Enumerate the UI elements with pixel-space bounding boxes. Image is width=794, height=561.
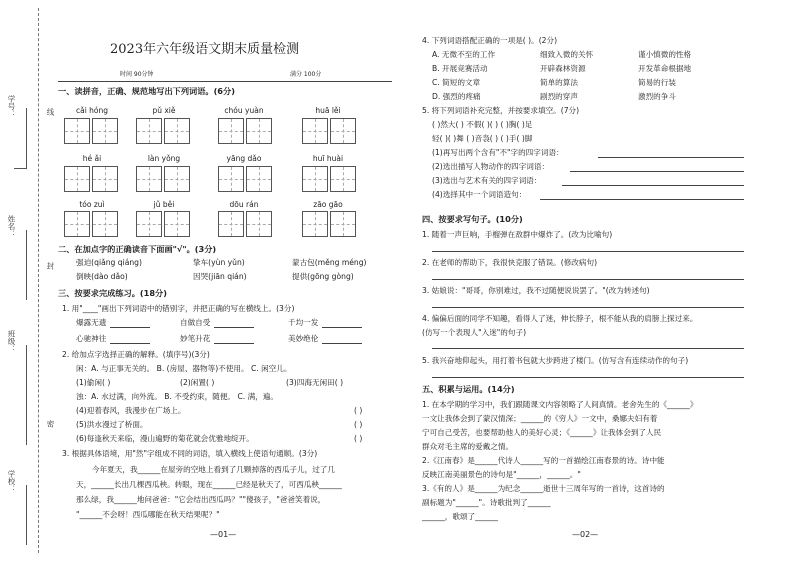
accumulation-line-5[interactable]: 2.《江南春》是______代诗人______写的一首描绘江南春景的诗。诗中能 [422, 456, 665, 465]
class-line[interactable] [14, 345, 27, 445]
time-label: 时间 90分钟 [120, 71, 154, 78]
q3-2-def-a: 闲：A. 与正事无关的。 B. (房屋、器物等)不使用。 C. 闲空儿。 [76, 364, 292, 373]
write-box-6[interactable] [136, 166, 192, 192]
pronunciation-item-1[interactable]: 强迫(qiǎng qiáng) [76, 258, 142, 267]
pinyin-10: jǔ běi [153, 200, 175, 209]
write-box-1[interactable] [64, 118, 120, 144]
typo-answer-1[interactable] [110, 327, 150, 328]
pinyin-4: huā lěi [315, 106, 341, 115]
q4-option-a-1[interactable]: A. 无微不至的工作 [432, 50, 496, 59]
pronunciation-item-2[interactable]: 挚车(yùn yǔn) [193, 258, 245, 267]
write-box-10[interactable] [136, 211, 192, 237]
accumulation-line-1[interactable]: 1. 在本学期的学习中，我们跟随课文内容领略了人间真情。老舍先生的《______》 [422, 400, 698, 409]
score-label: 满分 100分 [290, 71, 322, 78]
q3-2-sentence-6: (6)每逢秋天来临，漫山遍野的菊花就会优雅地绽开。 [76, 434, 254, 443]
q4-option-b-1[interactable]: B. 开展竞赛活动 [432, 64, 488, 73]
rewrite-q3: 3. 姑娘说："哥哥，你别难过，我不过随便说说罢了。"(改为转述句) [422, 286, 650, 295]
binding-char-1: 线 [46, 108, 55, 116]
q3-2-answer-5[interactable]: ( ) [354, 420, 363, 429]
q3-2-item-2[interactable]: (2)闲置( ) [180, 378, 215, 387]
section-1-heading: 一、读拼音，正确、规范地写出下列词语。(6分) [58, 86, 235, 96]
page-title: 2023年六年级语文期末质量检测 [110, 42, 300, 57]
q4-option-d-3: 激烈的争斗 [638, 92, 676, 101]
typo-word-6[interactable]: 美妙绝伦 [288, 334, 319, 343]
pinyin-2: pǔ xiě [152, 106, 176, 115]
q3-3-line-3[interactable]: 那么绿，我______地问爸爸："它会结出西瓜吗？""傻孩子，"爸爸笑着说， [76, 495, 326, 504]
rewrite-q2-answer[interactable] [432, 279, 744, 280]
binding-char-3: 密 [46, 420, 55, 428]
rewrite-q5-answer[interactable] [432, 377, 744, 378]
write-box-4[interactable] [302, 118, 358, 144]
student-number-label: 学号： [7, 95, 16, 118]
q5-fill-row-1[interactable]: ( )然大( ) 不假( )( ) ( )胸( )足 [432, 120, 533, 129]
q4-option-c-3: 简易的行装 [638, 78, 676, 87]
typo-word-3[interactable]: 千均一发 [288, 318, 319, 327]
typo-word-1[interactable]: 爆露无遗 [76, 318, 107, 327]
pinyin-11: dōu rán [229, 200, 259, 209]
typo-answer-6[interactable] [322, 343, 362, 344]
school-label: 学校： [7, 470, 16, 493]
typo-answer-2[interactable] [214, 327, 254, 328]
q5-sub-3-answer[interactable] [562, 185, 744, 186]
header-rule [58, 81, 392, 82]
write-box-11[interactable] [218, 211, 274, 237]
write-box-3[interactable] [218, 118, 274, 144]
q3-2-prompt: 2. 给加点字选择正确的解释。(填序号)(3分) [62, 350, 210, 359]
rewrite-q5: 5. 我兴奋地仰起头，用打着书包就大步跨进了楼门。(仿写含有连续动作的句子) [422, 356, 689, 365]
section-5-heading: 五、积累与运用。(14分) [422, 384, 515, 394]
accumulation-line-3[interactable]: 宁可自己受苦，也要帮助他人的美好心灵；《______》让我体会到了人民 [422, 428, 662, 437]
pinyin-9: tóo zuì [79, 200, 105, 209]
q5-sub-3: (3)选出与艺术有关的四字词语： [432, 176, 542, 185]
accumulation-line-9[interactable]: ______，歌颂了______ [422, 512, 498, 521]
write-box-5[interactable] [64, 166, 120, 192]
accumulation-line-2[interactable]: 一文让我体会到了蒙汉情深；______的《穷人》一文中，桑娜夫妇有着 [422, 414, 658, 423]
accumulation-line-8[interactable]: 副标题为"______"。诗歌批判了______ [422, 498, 551, 507]
q4-option-d-1[interactable]: D. 强烈的疼痛 [432, 92, 481, 101]
q3-3-line-1[interactable]: 今年夏天，我______在屋旁的空地上看到了几颗掉落的西瓜子儿，过了几 [92, 465, 335, 474]
class-label: 班级： [7, 330, 16, 353]
q4-option-b-2: 开辟森林资源 [540, 64, 586, 73]
section-3-heading: 三、按要求完成练习。(18分) [58, 288, 167, 298]
q5-sub-1-answer[interactable] [598, 157, 744, 158]
q3-2-def-b: 浊：A. 水过满，向外流。 B. 不受约束，随便。 C. 满，遍。 [76, 392, 278, 401]
q3-3-prompt: 3. 根据具体语境，用"然"字组成不同的词语，填入横线上使语句通顺。(3分) [62, 449, 318, 458]
q3-2-item-3[interactable]: (3)四海无闲田( ) [286, 378, 344, 387]
rewrite-q4-note: (仿写一个表现人"入迷"的句子) [422, 328, 527, 337]
q4-option-c-2: 简单的算法 [540, 78, 578, 87]
q3-2-answer-4[interactable]: ( ) [354, 406, 363, 415]
q4-option-a-2: 细致入微的关怀 [540, 50, 594, 59]
typo-word-5[interactable]: 妙笔升花 [180, 334, 211, 343]
q4-option-d-2: 剧烈的穿声 [540, 92, 578, 101]
binding-char-2: 封 [46, 262, 55, 270]
typo-word-4[interactable]: 心驰神往 [76, 334, 107, 343]
pinyin-1: cǎi hóng [75, 106, 109, 115]
accumulation-line-6[interactable]: 反映江南美丽景色的诗句是"______，______。" [422, 470, 581, 479]
student-number-line[interactable] [14, 108, 27, 169]
pinyin-5: hé ǎi [82, 154, 102, 163]
typo-word-2[interactable]: 自做自受 [180, 318, 211, 327]
pronunciation-item-3[interactable]: 蒙古包(měng méng) [292, 258, 367, 267]
section-4-heading: 四、按要求写句子。(10分) [422, 214, 523, 224]
q5-prompt: 5. 将下列词语补充完整，并按要求填空。(7分) [422, 106, 580, 115]
q4-option-b-3: 开发革命根据地 [638, 64, 692, 73]
q3-2-answer-6[interactable]: ( ) [354, 434, 363, 443]
q5-fill-row-2[interactable]: 轻( )( )舞 ( )音袅( ) ( )手( )脚 [432, 134, 533, 143]
typo-answer-5[interactable] [214, 343, 254, 344]
pinyin-12: zāo gāo [313, 200, 343, 209]
q5-sub-2: (2)选出描写人物动作的四字词语： [432, 162, 550, 171]
q4-option-c-1[interactable]: C. 简短的文章 [432, 78, 481, 87]
binding-line [38, 8, 39, 553]
q3-3-line-4[interactable]: "______不会呀！西瓜哪能在秋天结果呢？" [76, 510, 220, 519]
page-number-left: —01— [210, 530, 237, 539]
rewrite-q4-answer[interactable] [432, 348, 744, 349]
pronunciation-item-6[interactable]: 提供(gōng gòng) [292, 272, 354, 281]
write-box-7[interactable] [218, 166, 274, 192]
q3-1-prompt: 1. 用"____"画出下列词语中的错别字，并把正确的写在横线上。(3分) [62, 304, 295, 313]
rewrite-q4: 4. 偏偏后面的同学不知趣，看得人了迷，伸长脖子，根不能从我的肩膀上探过来。 [422, 314, 698, 323]
rewrite-q1-answer[interactable] [432, 251, 744, 252]
pronunciation-item-4[interactable]: 倒映(dào dǎo) [76, 272, 128, 281]
pinyin-6: làn yǒng [147, 154, 181, 163]
page-number-right: —02— [572, 530, 599, 539]
write-box-9[interactable] [64, 211, 120, 237]
pinyin-8: huī huài [312, 154, 344, 163]
typo-answer-4[interactable] [110, 343, 150, 344]
rewrite-q2: 2. 在老师的帮助下，我很快克服了错误。(修改病句) [422, 258, 598, 267]
q5-sub-2-answer[interactable] [570, 171, 744, 172]
rewrite-q3-answer[interactable] [432, 307, 744, 308]
write-box-8[interactable] [302, 166, 358, 192]
student-name-label: 姓名： [7, 215, 16, 238]
q5-sub-1: (1)再写出两个含有"不"字的四字词语： [432, 148, 564, 157]
section-2-heading: 二、在加点字的正确读音下面画"√"。(3分) [58, 244, 217, 254]
q4-option-a-3: 谨小慎微的性格 [638, 50, 692, 59]
accumulation-line-4: 群众对毛主席的爱戴之情。 [422, 442, 514, 451]
q3-2-sentence-5: (5)洪水漫过了桥面。 [76, 420, 148, 429]
write-box-12[interactable] [302, 211, 358, 237]
accumulation-line-7[interactable]: 3.《有的人》是______为纪念______逝世十三周年写的一首诗，这首诗的 [422, 484, 665, 493]
q3-2-item-1[interactable]: (1)偷闲( ) [76, 378, 111, 387]
pinyin-3: chóu yuàn [224, 106, 264, 115]
write-box-2[interactable] [136, 118, 192, 144]
school-line[interactable] [14, 485, 27, 545]
q4-prompt: 4. 下列词语搭配正确的一项是( )。(2分) [422, 36, 558, 45]
q5-sub-4: (4)选择其中一个词语造句： [432, 190, 527, 199]
pronunciation-item-5[interactable]: 因哭(jiān qián) [193, 272, 247, 281]
q3-3-line-2[interactable]: 天，______长出几棵西瓜秧。转眼，现在______已经是秋天了，可西瓜秧______ [76, 480, 342, 489]
q5-sub-4-answer[interactable] [540, 199, 744, 200]
typo-answer-3[interactable] [322, 327, 362, 328]
pinyin-7: yāng dǎo [226, 154, 262, 163]
student-name-line[interactable] [14, 230, 27, 300]
q3-2-sentence-4: (4)迎着春风，我漫步在广场上。 [76, 406, 186, 415]
rewrite-q1: 1. 随着一声巨响，手榴弹在敌群中爆炸了。(改为比喻句) [422, 230, 613, 239]
